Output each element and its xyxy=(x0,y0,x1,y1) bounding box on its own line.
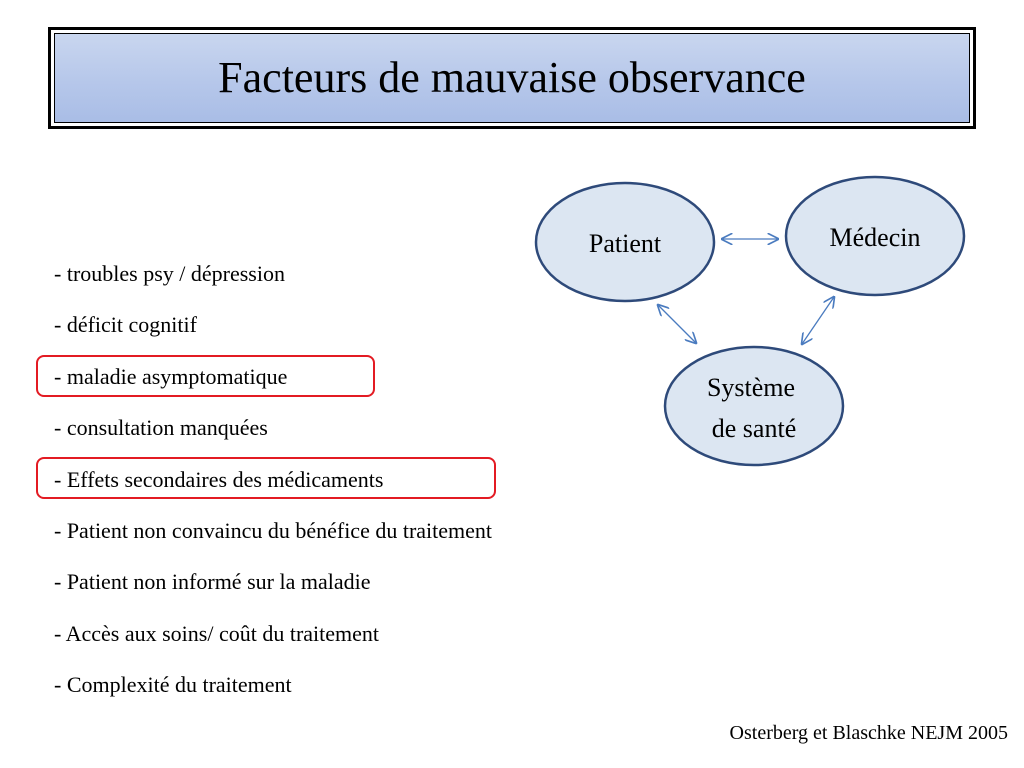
factor-item: - Complexité du traitement xyxy=(54,672,292,698)
factor-item: - Effets secondaires des médicaments xyxy=(54,466,384,492)
node-systeme-label-line1: Système xyxy=(706,373,796,402)
arrow-patient-systeme xyxy=(658,305,696,343)
factor-item: - déficit cognitif xyxy=(54,312,197,338)
arrow-systeme-medecin xyxy=(802,297,834,344)
factor-item: - Patient non informé sur la maladie xyxy=(54,569,371,595)
factor-item: - troubles psy / dépression xyxy=(54,261,285,286)
factor-item: - Patient non convaincu du bénéfice du traitement xyxy=(54,517,493,543)
node-medecin-label: Médecin xyxy=(829,223,921,252)
node-patient-label: Patient xyxy=(588,229,662,258)
factor-item: - consultation manquées xyxy=(54,415,268,441)
node-systeme-label-line2: de santé xyxy=(711,414,797,443)
factor-item: - maladie asymptomatique xyxy=(54,363,288,389)
factor-item: - Accès aux soins/ coût du traitement xyxy=(54,620,380,646)
citation: Osterberg et Blaschke NEJM 2005 xyxy=(729,722,1008,744)
slide-title: Facteurs de mauvaise observance xyxy=(218,53,806,102)
node-systeme-sante xyxy=(665,347,843,465)
